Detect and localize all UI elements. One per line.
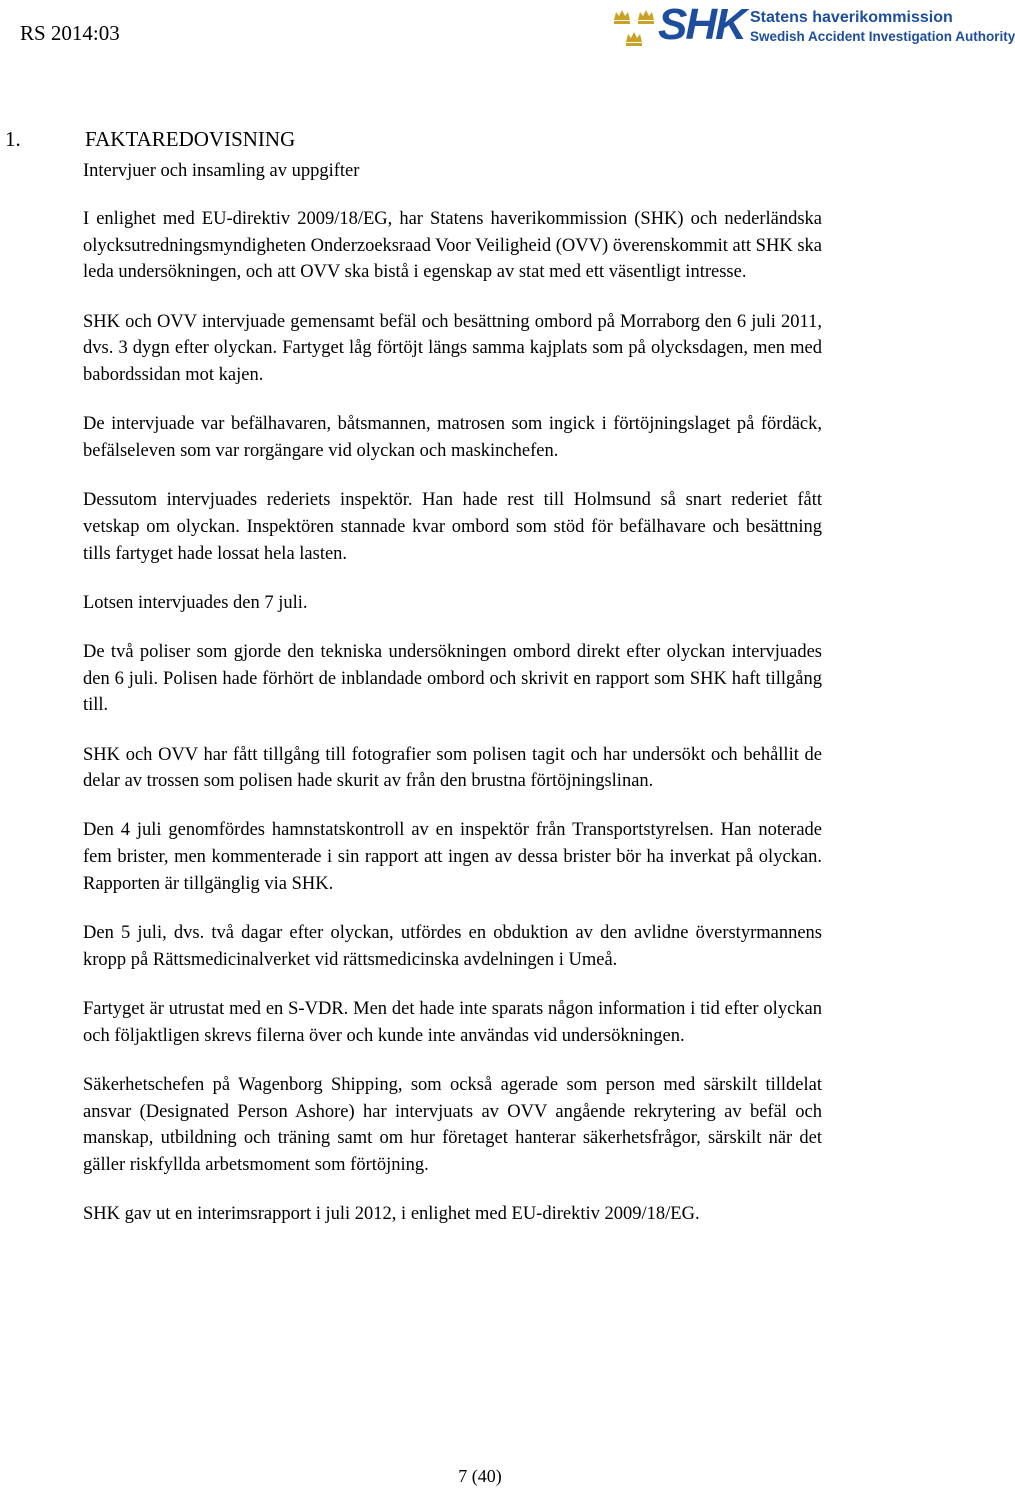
paragraph: Säkerhetschefen på Wagenborg Shipping, som också agerade som person med särskilt tilldelat ansvar (Designated Person Ashore) har intervjuats av OVV angående rekrytering av befäl och manskap, utbildning och träning samt om hur företaget hanterar säkerhetsfrågor, särskilt när det gäller riskfyllda arbetsmoment som förtöjning. <box>83 1074 822 1175</box>
section-heading <box>0 124 822 154</box>
paragraph: Den 4 juli genomfördes hamnstatskontroll av en inspektör från Transportstyrelsen. Han noterade fem brister, men kommenterade i sin rapport att ingen av dessa brister bör ha inverkat på olyckan. Rapporten är tillgänglig via SHK. <box>83 820 822 894</box>
paragraph: Fartyget är utrustat med en S-VDR. Men det hade inte sparats någon information i tid efter olyckan och följaktligen skrevs filerna över och kunde inte användas vid undersökningen. <box>83 998 822 1046</box>
logo-line-2: Swedish Accident Investigation Authority <box>750 29 1015 44</box>
paragraph: De två poliser som gjorde den tekniska undersökningen ombord direkt efter olyckan intervjuades den 6 juli. Polisen hade förhört de inblandade ombord och skrivit en rapport som SHK haft tillgång till. <box>83 641 822 716</box>
paragraph: Den 5 juli, dvs. två dagar efter olyckan, utfördes en obduktion av den avlidne överstyrmannens kropp på Rättsmedicinalverket vid rättsmedicinska avdelningen i Umeå. <box>83 923 822 970</box>
logo-text <box>750 8 1015 46</box>
page-content <box>5 124 822 1228</box>
paragraph: Lotsen intervjuades den 7 juli. <box>83 592 308 613</box>
report-id: RS 2014:03 <box>20 21 120 45</box>
paragraph: SHK och OVV har fått tillgång till fotografier som polisen tagit och har undersökt och behållit de delar av trossen som polisen hade skurit av från den brustna förtöjningslinan. <box>83 744 822 792</box>
paragraph: SHK gav ut en interimsrapport i juli 2012, i enlighet med EU-direktiv 2009/18/EG. <box>83 1204 700 1225</box>
shk-logo <box>612 0 1015 52</box>
paragraph: I enlighet med EU-direktiv 2009/18/EG, har Statens haverikommission (SHK) och nederländska olycksutredningsmyndigheten Onderzoeksraad Voor Veiligheid (OVV) överenskommit att SHK ska leda undersökningen, och att OVV ska bistå i egenskap av stat med ett väsentligt intresse. <box>83 209 822 283</box>
page-header <box>0 0 1015 80</box>
paragraph: Dessutom intervjuades rederiets inspektör. Han hade rest till Holmsund så snart rederiet fått vetskap om olyckan. Inspektören stannade kvar ombord som stöd för befälhavare och besättning tills fartyget hade lossat hela lasten. <box>83 490 822 564</box>
logo-line-1: Statens haverikommission <box>750 9 953 26</box>
section-subtitle: Intervjuer och insamling av uppgifter <box>83 161 360 181</box>
paragraph: De intervjuade var befälhavaren, båtsmannen, matrosen som ingick i förtöjningslaget på fördäck, befälseleven som var rorgängare vid olyckan och maskinchefen. <box>83 414 822 461</box>
paragraph: SHK och OVV intervjuade gemensamt befäl och besättning ombord på Morraborg den 6 juli 2011, dvs. 3 dygn efter olyckan. Fartyget låg förtöjt längs samma kajplats som på olycksdagen, men med babordssidan mot kajen. <box>83 311 822 386</box>
section-number: 1. <box>5 127 21 151</box>
three-crowns-icon <box>612 6 658 50</box>
page-number: 7 (40) <box>458 1466 502 1486</box>
shk-logo-mark: SHK <box>658 0 745 49</box>
section-title: FAKTAREDOVISNING <box>85 127 296 151</box>
